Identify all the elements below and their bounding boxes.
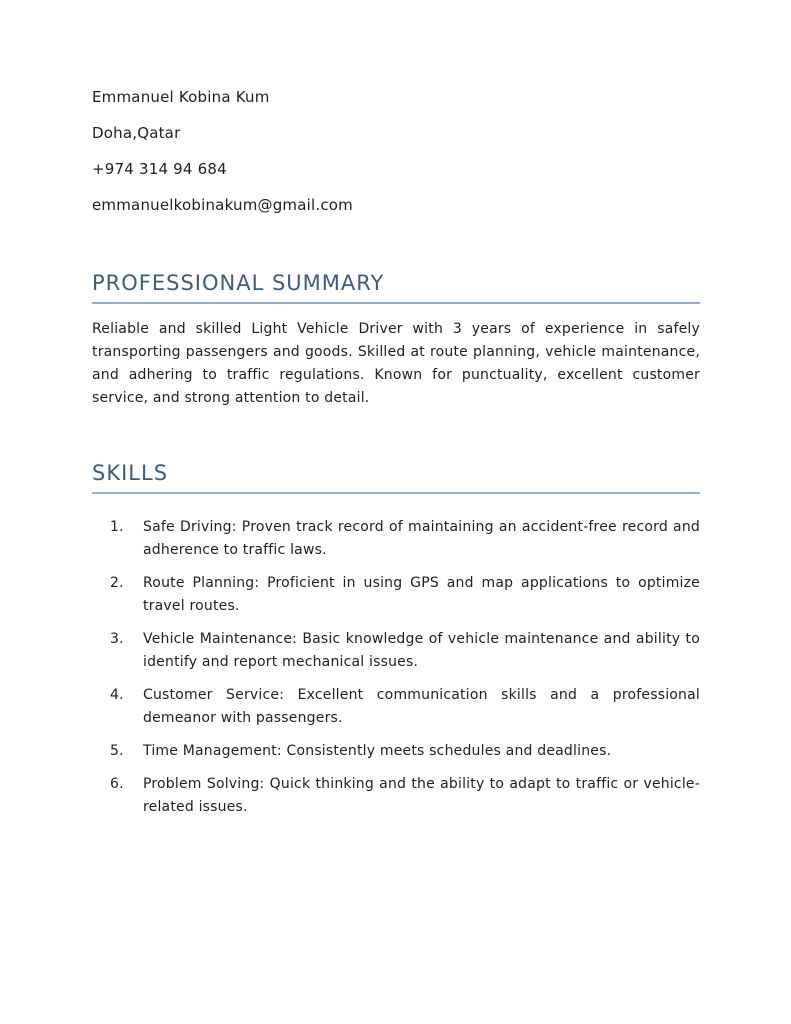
skill-item [110, 684, 700, 730]
skill-item [110, 516, 700, 562]
section-title-skills: SKILLS [92, 460, 700, 494]
contact-phone: +974 314 94 684 [92, 160, 227, 178]
skill-item-number: 1. [110, 519, 124, 535]
skill-item-text: Customer Service: Excellent communication skills and a professional demeanor with passengers. [143, 687, 700, 726]
professional-summary-text: Reliable and skilled Light Vehicle Driver with 3 years of experience in safely transporting passengers and goods. Skilled at route planning, vehicle maintenance, and adhering to traffic regulations. Known for punctuality, excellent customer service, and strong attention to detail. [92, 321, 700, 406]
skill-item-number: 4. [110, 687, 124, 703]
contact-email: emmanuelkobinakum@gmail.com [92, 196, 353, 214]
skills-list [92, 516, 700, 819]
section-title-professional-summary: PROFESSIONAL SUMMARY [92, 270, 700, 304]
contact-location: Doha,Qatar [92, 124, 181, 142]
skill-item-number: 2. [110, 575, 124, 591]
skill-item-number: 3. [110, 631, 124, 647]
skill-item [110, 740, 700, 763]
skill-item [110, 773, 700, 819]
skill-item [110, 628, 700, 674]
contact-name: Emmanuel Kobina Kum [92, 88, 270, 106]
skill-item-text: Vehicle Maintenance: Basic knowledge of vehicle maintenance and ability to identify and report mechanical issues. [143, 631, 700, 670]
skill-item-text: Route Planning: Proficient in using GPS and map applications to optimize travel routes. [143, 575, 700, 614]
skill-item-number: 5. [110, 743, 124, 759]
skill-item [110, 572, 700, 618]
skill-item-number: 6. [110, 776, 124, 792]
skill-item-text: Problem Solving: Quick thinking and the ability to adapt to traffic or vehicle-related issues. [143, 776, 700, 815]
skill-item-text: Time Management: Consistently meets schedules and deadlines. [143, 743, 612, 759]
skill-item-text: Safe Driving: Proven track record of maintaining an accident-free record and adherence to traffic laws. [143, 519, 700, 558]
contact-block [92, 90, 700, 213]
